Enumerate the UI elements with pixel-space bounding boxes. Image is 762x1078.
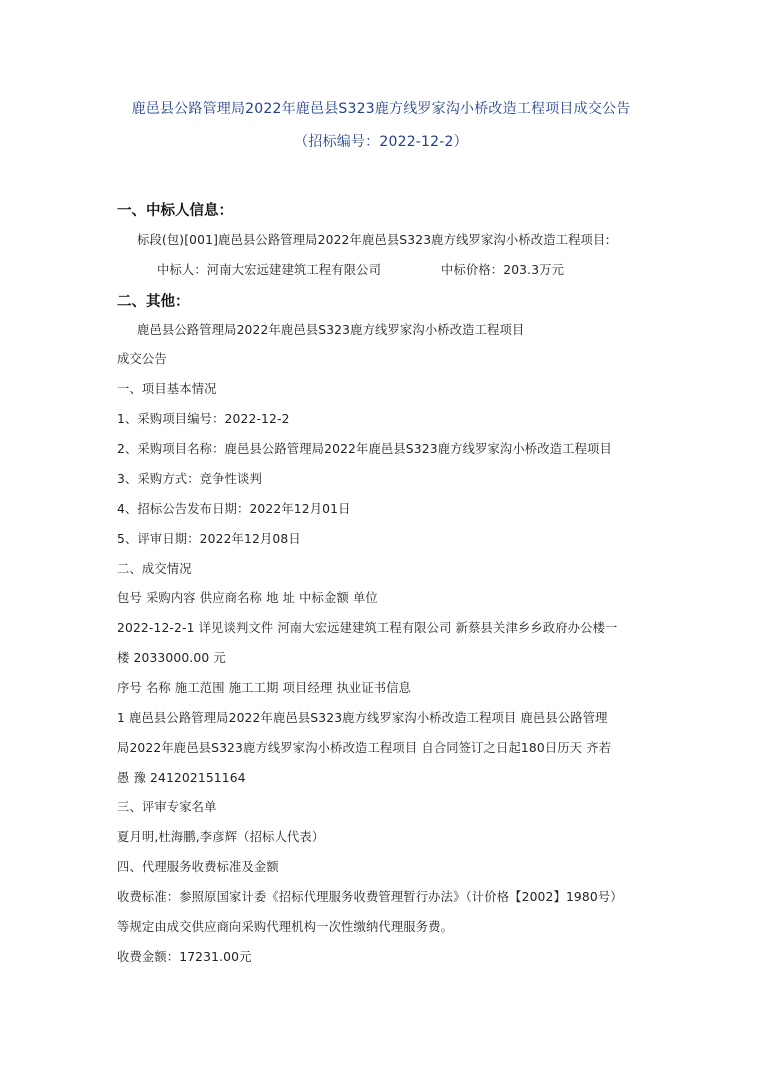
text-line: 1 鹿邑县公路管理局2022年鹿邑县S323鹿方线罗家沟小桥改造工程项目 鹿邑县公路管理 <box>117 711 608 725</box>
document-subtitle: （招标编号：2022-12-2） <box>294 134 468 150</box>
text-line: 序号 名称 施工范围 施工工期 项目经理 执业证书信息 <box>117 681 412 695</box>
text-line: 楼 2033000.00 元 <box>117 651 226 665</box>
text-line: 局2022年鹿邑县S323鹿方线罗家沟小桥改造工程项目 自合同签订之日起180日历天 齐若 <box>117 741 612 755</box>
section-heading-bidder-info: 一、中标人信息： <box>117 203 233 219</box>
text-line: 包号 采购内容 供应商名称 地 址 中标金额 单位 <box>117 591 378 605</box>
text-line: 愚 豫 241202151164 <box>117 771 246 785</box>
document-title: 鹿邑县公路管理局2022年鹿邑县S323鹿方线罗家沟小桥改造工程项目成交公告 <box>131 101 631 117</box>
text-line: 3、采购方式：竞争性谈判 <box>117 472 262 486</box>
text-line: 夏月明,杜海鹏,李彦辉（招标人代表） <box>117 830 325 844</box>
text-line: 2、采购项目名称：鹿邑县公路管理局2022年鹿邑县S323鹿方线罗家沟小桥改造工程项目 <box>117 442 612 456</box>
text-line: 2022-12-2-1 详见谈判文件 河南大宏远建建筑工程有限公司 新蔡县关津乡乡政府办公楼一 <box>117 621 618 635</box>
winner-name: 中标人：河南大宏远建建筑工程有限公司 <box>157 263 382 277</box>
lot-line: 标段(包)[001]鹿邑县公路管理局2022年鹿邑县S323鹿方线罗家沟小桥改造工程项目: <box>137 233 610 247</box>
text-line: 等规定由成交供应商向采购代理机构一次性缴纳代理服务费。 <box>117 920 454 934</box>
text-line: 三、评审专家名单 <box>117 800 217 814</box>
text-line: 1、采购项目编号：2022-12-2 <box>117 412 290 426</box>
text-line: 4、招标公告发布日期：2022年12月01日 <box>117 502 351 516</box>
text-line: 5、评审日期：2022年12月08日 <box>117 532 301 546</box>
winner-price: 中标价格：203.3万元 <box>441 263 565 277</box>
text-line: 二、成交情况 <box>117 562 192 576</box>
text-line: 成交公告 <box>117 352 167 366</box>
text-line: 收费金额：17231.00元 <box>117 950 252 964</box>
section-heading-other: 二、其他： <box>117 294 190 310</box>
text-line: 一、项目基本情况 <box>117 382 217 396</box>
text-line: 四、代理服务收费标准及金额 <box>117 860 279 874</box>
text-line: 收费标准：参照原国家计委《招标代理服务收费管理暂行办法》（计价格【2002】1980号） <box>117 890 623 904</box>
text-line: 鹿邑县公路管理局2022年鹿邑县S323鹿方线罗家沟小桥改造工程项目 <box>137 323 525 337</box>
